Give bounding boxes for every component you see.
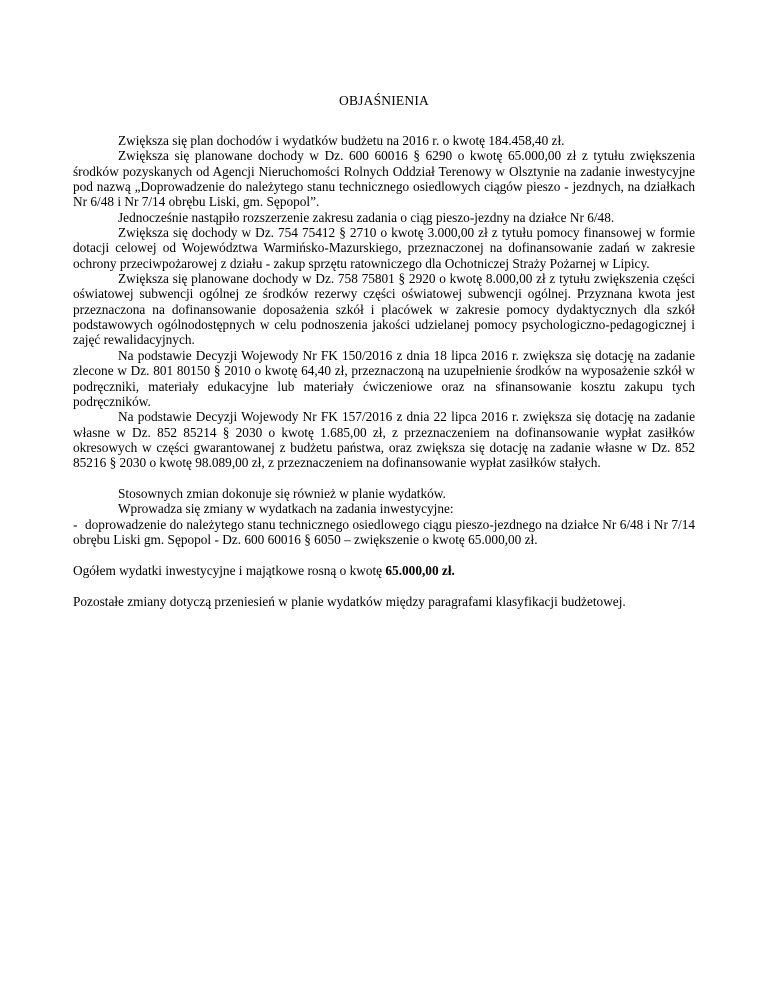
bullet-item <box>73 517 695 548</box>
paragraph: Na podstawie Decyzji Wojewody Nr FK 150/2016 z dnia 18 lipca 2016 r. zwiększa się dotację na zadanie zlecone w Dz. 801 80150 § 2010 o kwotę 64,40 zł, przeznaczoną na uzupełnienie środków na wyposażenie szkół w podręczniki, materiały edukacyjne lub materiały ćwiczeniowe oraz na sfinansowanie kosztu zakupu tych podręczników. <box>73 347 695 409</box>
paragraph: Jednocześnie nastąpiło rozszerzenie zakresu zadania o ciąg pieszo-jezdny na działce Nr 6/48. <box>118 209 615 225</box>
closing-paragraph: Pozostałe zmiany dotyczą przeniesień w planie wydatków między paragrafami klasyfikacji budżetowej. <box>73 593 626 609</box>
bullet-dash: - <box>73 516 78 532</box>
bullet-text: doprowadzenie do należytego stanu technicznego osiedlowego ciągu pieszo-jezdnego na działce Nr 6/48 i Nr 7/14 obrębu Liski gm. Sępopol - Dz. 600 60016 § 6050 – zwiększenie o kwotę 65.000,00 zł. <box>73 516 695 548</box>
spacer <box>73 578 695 594</box>
total-prefix: Ogółem wydatki inwestycyjne i majątkowe rosną o kwotę <box>73 562 386 578</box>
paragraph: Wprowadza się zmiany w wydatkach na zadania inwestycyjne: <box>118 501 454 517</box>
document-body <box>73 133 695 609</box>
document-title: OBJAŚNIENIA <box>339 93 429 108</box>
paragraph: Zwiększa się planowane dochody w Dz. 758 75801 § 2920 o kwotę 8.000,00 zł z tytułu zwiększenia części oświatowej subwencji ogólnej ze środków rezerwy części oświatowej subwencji ogólnej. Przyznana kwota jest przeznaczona na dofinansowanie doposażenia szkół i placówek w zakresie pomocy dydaktycznych dla szkół podstawowych ogólnodostępnych w celu podnoszenia jakości udzielanej pomocy psychologiczno-pedagogicznej i zajęć rewalidacyjnych. <box>73 271 695 348</box>
paragraph: Na podstawie Decyzji Wojewody Nr FK 157/2016 z dnia 22 lipca 2016 r. zwiększa się dotację na zadanie własne w Dz. 852 85214 § 2030 o kwotę 1.685,00 zł, z przeznaczeniem na dofinansowanie wypłat zasiłków okresowych w części gwarantowanej z budżetu państwa, oraz zwiększa się dotację na zadanie własne w Dz. 852 85216 § 2030 o kwotę 98.089,00 zł, z przeznaczeniem na dofinansowanie wypłat zasiłków stałych. <box>73 409 695 471</box>
total-line <box>73 563 695 578</box>
total-amount: 65.000,00 zł. <box>385 562 455 578</box>
paragraph: Stosownych zmian dokonuje się również w planie wydatków. <box>118 486 446 502</box>
spacer <box>73 547 695 563</box>
spacer <box>73 471 695 487</box>
paragraph: Zwiększa się plan dochodów i wydatków budżetu na 2016 r. o kwotę 184.458,40 zł. <box>118 133 565 148</box>
paragraph: Zwiększa się dochody w Dz. 754 75412 § 2710 o kwotę 3.000,00 zł z tytułu pomocy finansowej w formie dotacji celowej od Województwa Warmińsko-Mazurskiego, przeznaczonej na dofinansowanie zadań w zakresie ochrony przeciwpożarowej z działu - zakup sprzętu ratowniczego dla Ochotniczej Straży Pożarnej w Lipicy. <box>73 225 695 271</box>
paragraph: Zwiększa się planowane dochody w Dz. 600 60016 § 6290 o kwotę 65.000,00 zł z tytułu zwiększenia środków pozyskanych od Agencji Nieruchomości Rolnych Oddział Terenowy w Olsztynie na zadanie inwestycyjne pod nazwą „Doprowadzenie do należytego stanu technicznego osiedlowych ciągów pieszo - jezdnych, na działkach Nr 6/48 i Nr 7/14 obrębu Liski, gm. Sępopol”. <box>73 148 695 210</box>
